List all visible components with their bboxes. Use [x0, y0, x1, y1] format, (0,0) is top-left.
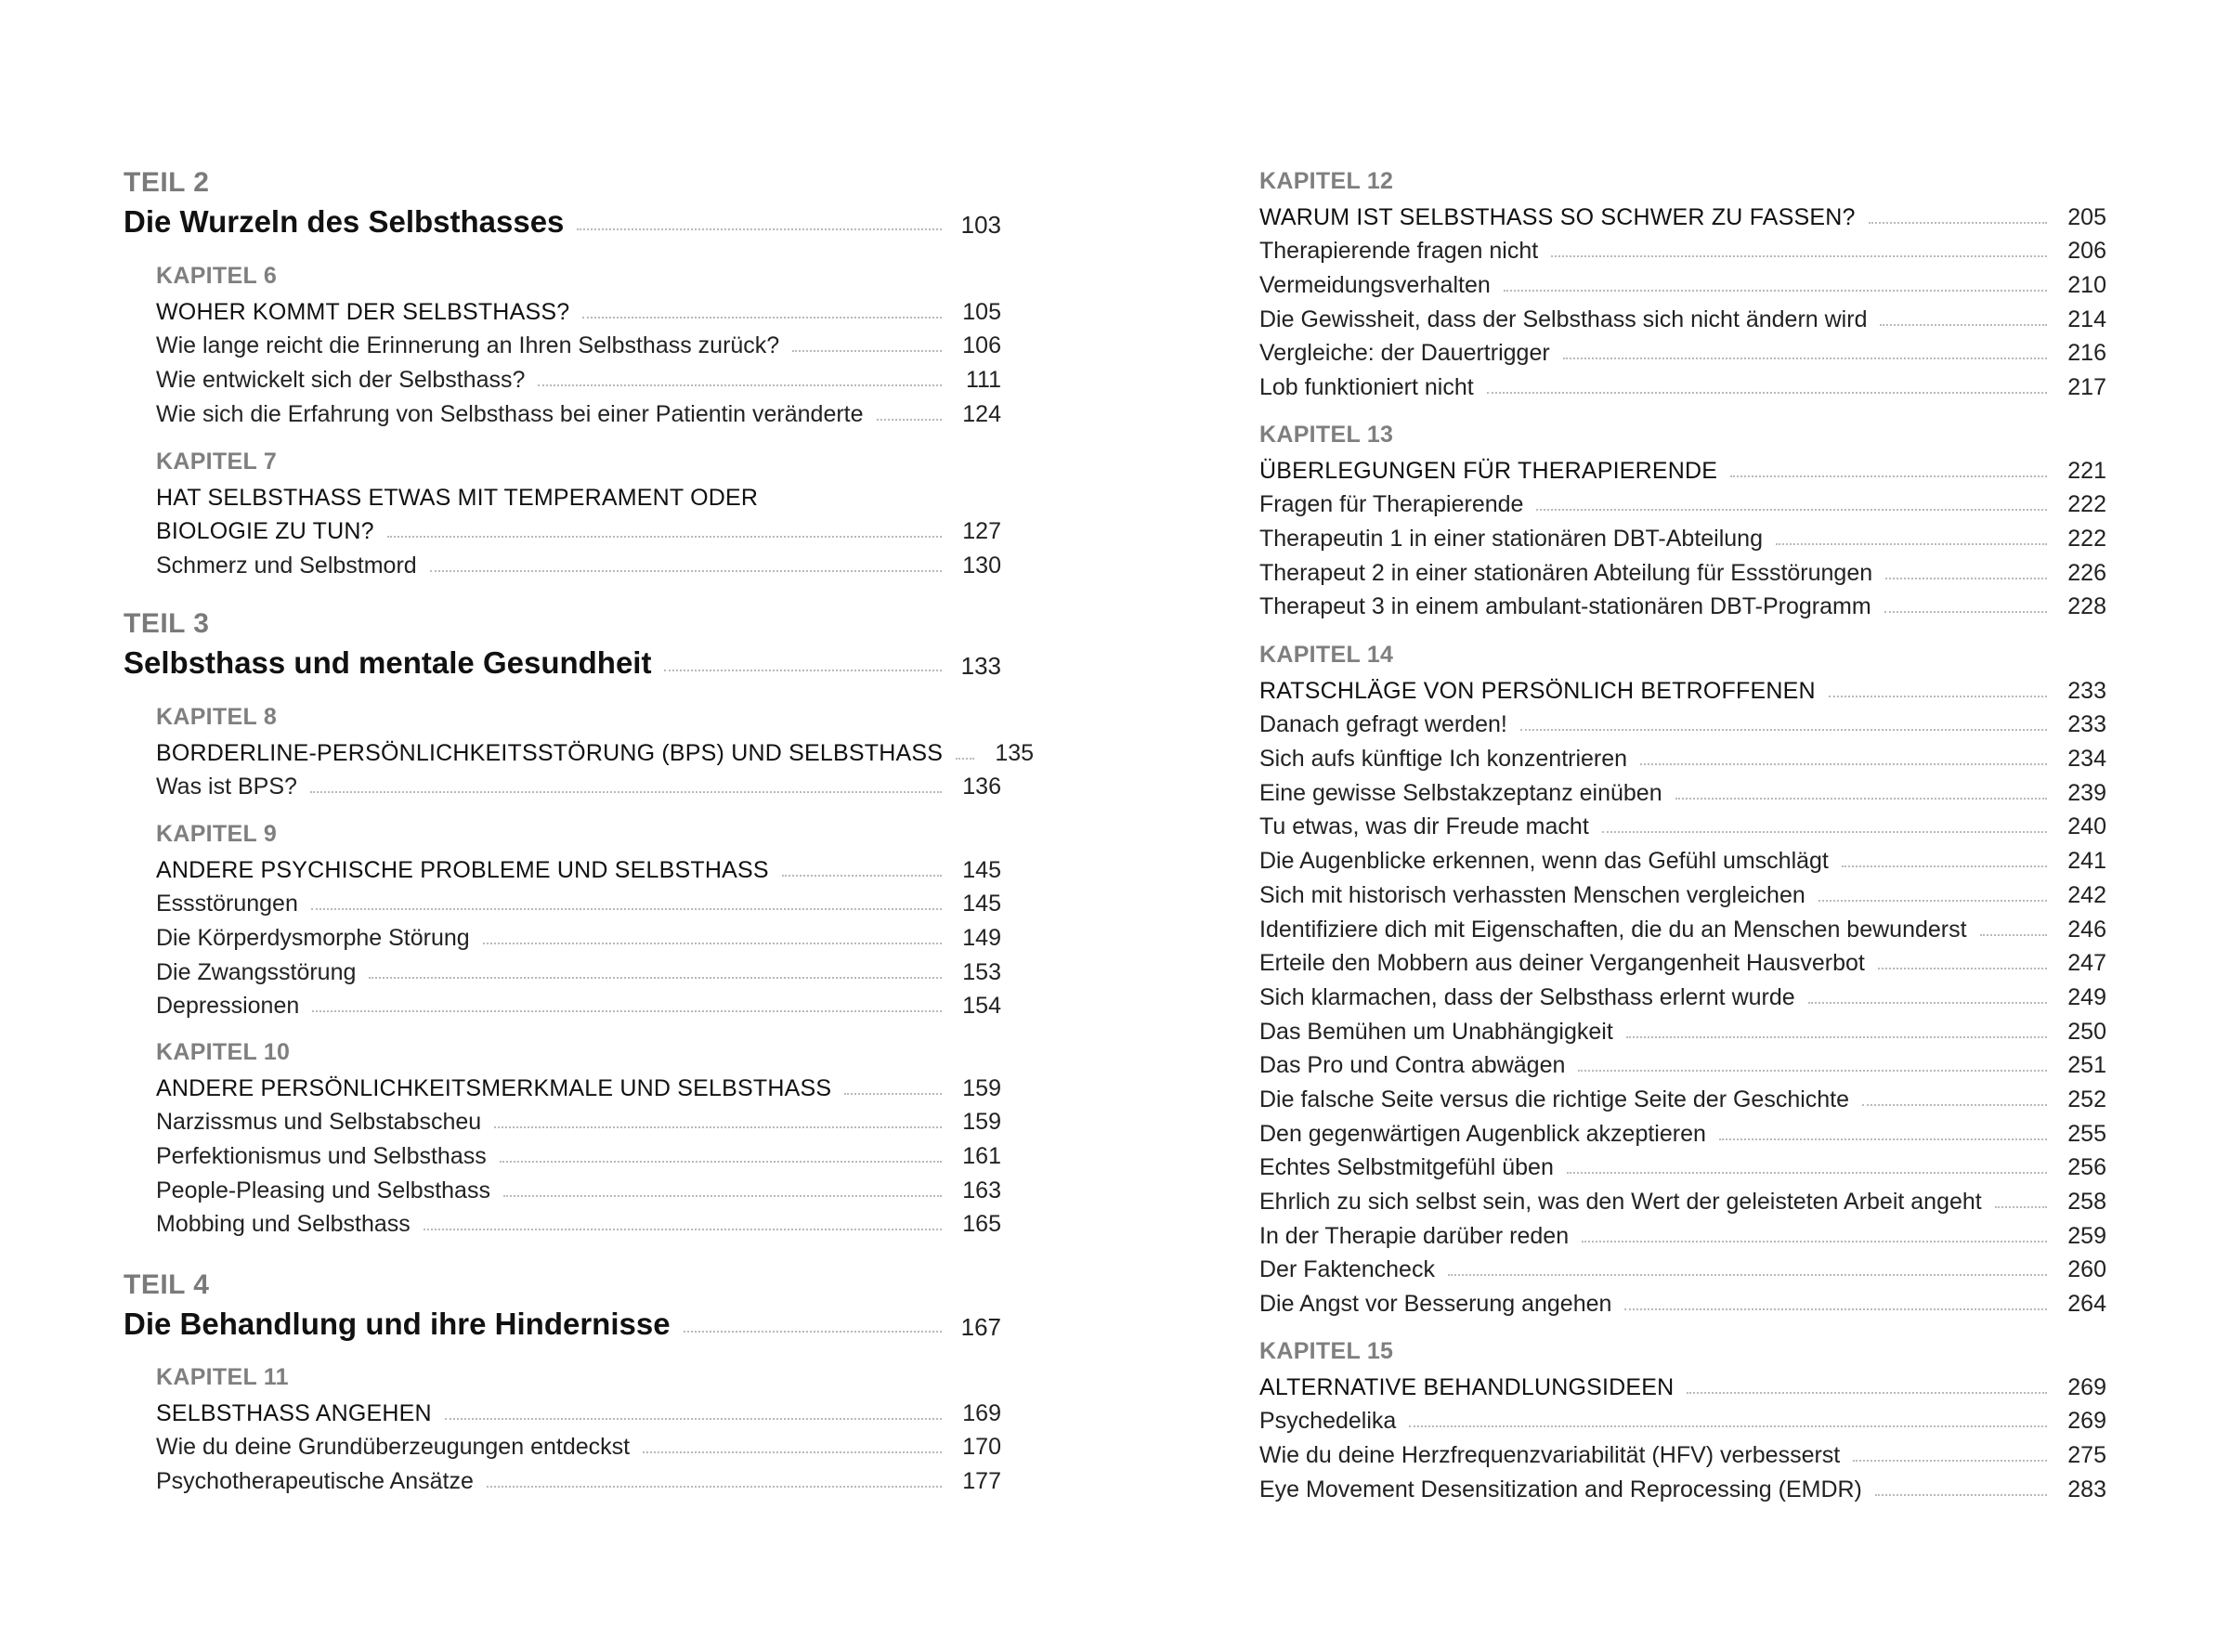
page-number: 251 — [2067, 1052, 2106, 1079]
page-number: 258 — [2067, 1189, 2106, 1215]
entry-title: Schmerz und Selbstmord — [156, 553, 417, 579]
leader-dots — [1880, 324, 2047, 326]
leader-dots — [643, 1451, 942, 1453]
leader-dots — [1818, 900, 2047, 902]
entry-title: Sich aufs künftige Ich konzentrieren — [1259, 746, 1628, 773]
entry-title: Der Faktencheck — [1259, 1256, 1435, 1283]
page-number: 256 — [2067, 1154, 2106, 1181]
leader-dots — [1624, 1308, 2047, 1310]
toc-entry[interactable] — [1259, 840, 2106, 875]
toc-entry[interactable] — [1259, 977, 2106, 1011]
chapter-label: KAPITEL 7 — [156, 449, 278, 475]
chapter-heading-row[interactable] — [156, 1068, 1001, 1102]
page-number: 103 — [960, 211, 1001, 239]
leader-dots — [500, 1161, 942, 1163]
chapter-title: ALTERNATIVE BEHANDLUNGSIDEEN — [1259, 1373, 1675, 1400]
page-number: 135 — [995, 739, 1035, 766]
part-label: TEIL 2 — [124, 167, 210, 198]
leader-dots — [1884, 611, 2047, 613]
page-number: 130 — [962, 553, 1001, 579]
leader-dots — [310, 791, 942, 793]
entry-title: Den gegenwärtigen Augenblick akzeptieren — [1259, 1120, 1706, 1147]
entry-title: Wie du deine Herzfrequenzvariabilität (HFV) verbesserst — [1259, 1442, 1841, 1469]
chapter-title: BORDERLINE-PERSÖNLICHKEITSSTÖRUNG (BPS) UND SELBSTHASS — [156, 739, 944, 766]
page-number: 111 — [965, 367, 1001, 394]
leader-dots — [1869, 222, 2047, 224]
chapter-title: WARUM IST SELBSTHASS SO SCHWER ZU FASSEN? — [1259, 203, 1856, 230]
entry-title: Wie entwickelt sich der Selbsthass? — [156, 367, 526, 394]
chapter-7 — [156, 448, 1001, 579]
page-number: 222 — [2067, 491, 2106, 518]
page-number: 205 — [2067, 203, 2106, 230]
page-number: 252 — [2067, 1086, 2106, 1112]
entry-title: Mobbing und Selbsthass — [156, 1211, 411, 1238]
entry-title: Das Pro und Contra abwägen — [1259, 1052, 1566, 1079]
entry-title: Erteile den Mobbern aus deiner Vergangenheit Hausverbot — [1259, 950, 1865, 977]
toc-entry[interactable] — [156, 1427, 1001, 1462]
entry-title: Die Zwangsstörung — [156, 958, 357, 985]
page-number: 165 — [962, 1211, 1001, 1238]
toc-entry[interactable] — [156, 767, 1001, 801]
page-number: 259 — [2067, 1222, 2106, 1249]
entry-title: Identifiziere dich mit Eigenschaften, die du an Menschen bewunderst — [1259, 916, 1967, 943]
leader-dots — [1602, 831, 2047, 833]
entry-title: Lob funktioniert nicht — [1259, 374, 1474, 401]
chapter-15 — [1259, 1337, 2106, 1503]
chapter-label: KAPITEL 10 — [156, 1039, 291, 1065]
page-number: 206 — [2067, 238, 2106, 265]
toc-entry[interactable] — [1259, 1216, 2106, 1250]
page-number: 222 — [2067, 526, 2106, 553]
chapter-label: KAPITEL 11 — [156, 1364, 289, 1390]
leader-dots — [1567, 1172, 2047, 1174]
leader-dots — [582, 317, 942, 319]
chapter-9 — [156, 820, 1001, 1020]
toc-entry[interactable] — [156, 1102, 1001, 1137]
toc-entry[interactable] — [156, 884, 1001, 918]
leader-dots — [1875, 1494, 2047, 1496]
part-title: Die Wurzeln des Selbsthasses — [124, 204, 565, 239]
page-number: 216 — [2067, 340, 2106, 367]
chapter-8 — [156, 703, 1035, 800]
leader-dots — [1563, 358, 2047, 359]
page-number: 226 — [2067, 559, 2106, 586]
leader-dots — [538, 384, 942, 386]
chapter-12 — [1259, 167, 2106, 401]
leader-dots — [1980, 934, 2047, 936]
entry-title: Vermeidungsverhalten — [1259, 272, 1491, 299]
leader-dots — [1776, 543, 2047, 545]
toc-entry[interactable] — [156, 1170, 1001, 1204]
toc-entry[interactable] — [1259, 1469, 2106, 1503]
entry-title: Vergleiche: der Dauertrigger — [1259, 340, 1550, 367]
toc-entry[interactable] — [1259, 909, 2106, 943]
toc-entry[interactable] — [156, 394, 1001, 428]
leader-dots — [369, 977, 942, 979]
leader-dots — [844, 1093, 942, 1095]
leader-dots — [577, 228, 942, 230]
entry-title: Das Bemühen um Unabhängigkeit — [1259, 1018, 1613, 1045]
leader-dots — [483, 943, 942, 944]
entry-title: Was ist BPS? — [156, 774, 297, 800]
page-number: 133 — [960, 652, 1001, 680]
entry-title: Die Gewissheit, dass der Selbsthass sich nicht ändern wird — [1259, 306, 1868, 332]
toc-entry[interactable] — [1259, 587, 2106, 621]
chapter-label: KAPITEL 14 — [1259, 642, 1394, 668]
chapter-14 — [1259, 641, 2106, 1318]
part-title-row[interactable] — [124, 640, 1001, 681]
entry-title: Eine gewisse Selbstakzeptanz einüben — [1259, 779, 1662, 806]
toc-entry[interactable] — [1259, 1011, 2106, 1046]
page-number: 136 — [962, 774, 1001, 800]
leader-dots — [445, 1418, 942, 1420]
entry-title: Die Augenblicke erkennen, wenn das Gefühl umschlägt — [1259, 848, 1829, 875]
page-number: 145 — [962, 891, 1001, 917]
part-3 — [124, 608, 1001, 681]
entry-title: Therapeut 3 in einem ambulant-stationären DBT-Programm — [1259, 593, 1871, 620]
page-number: 161 — [962, 1143, 1001, 1170]
chapter-label: KAPITEL 8 — [156, 704, 278, 730]
leader-dots — [430, 570, 942, 572]
leader-dots — [1808, 1002, 2047, 1004]
chapter-heading-row[interactable] — [1259, 450, 2106, 485]
toc-entry[interactable] — [1259, 1181, 2106, 1216]
page-number: 233 — [2067, 711, 2106, 738]
entry-title: Psychotherapeutische Ansätze — [156, 1468, 474, 1495]
leader-dots — [1862, 1104, 2047, 1106]
leader-dots — [503, 1195, 942, 1197]
toc-entry[interactable] — [1259, 333, 2106, 368]
chapter-label: KAPITEL 15 — [1259, 1338, 1394, 1364]
leader-dots — [487, 1486, 942, 1488]
leader-dots — [1640, 763, 2047, 765]
leader-dots — [664, 670, 942, 671]
chapter-title: ÜBERLEGUNGEN FÜR THERAPIERENDE — [1259, 457, 1718, 484]
chapter-6 — [156, 262, 1001, 428]
leader-dots — [1520, 729, 2047, 731]
entry-title: Therapierende fragen nicht — [1259, 238, 1539, 265]
entry-title: Ehrlich zu sich selbst sein, was den Wert der geleisteten Arbeit angeht — [1259, 1189, 1982, 1215]
entry-title: Perfektionismus und Selbsthass — [156, 1143, 487, 1170]
page-number: 149 — [962, 925, 1001, 952]
chapter-11 — [156, 1363, 1001, 1495]
chapter-title: ANDERE PERSÖNLICHKEITSMERKMALE UND SELBSTHASS — [156, 1074, 832, 1101]
page-number: 250 — [2067, 1018, 2106, 1045]
page-number: 283 — [2067, 1476, 2106, 1502]
part-2 — [124, 167, 1001, 240]
toc-entry[interactable] — [1259, 705, 2106, 739]
chapter-heading-row[interactable] — [156, 733, 1035, 767]
toc-entry[interactable] — [156, 917, 1001, 952]
entry-title: Fragen für Therapierende — [1259, 491, 1524, 518]
toc-entry[interactable] — [1259, 1148, 2106, 1182]
page-number: 153 — [962, 958, 1001, 985]
leader-dots — [1551, 255, 2047, 257]
entry-title: Eye Movement Desensitization and Reprocessing (EMDR) — [1259, 1476, 1862, 1502]
toc-entry[interactable] — [1259, 1401, 2106, 1436]
entry-title: Die falsche Seite versus die richtige Seite der Geschichte — [1259, 1086, 1850, 1112]
toc-entry[interactable] — [1259, 485, 2106, 519]
toc-entry[interactable] — [1259, 231, 2106, 266]
leader-dots — [1842, 865, 2047, 867]
toc-entry[interactable] — [1259, 807, 2106, 841]
part-4 — [124, 1269, 1001, 1342]
page-number: 217 — [2067, 374, 2106, 401]
entry-title: Echtes Selbstmitgefühl üben — [1259, 1154, 1554, 1181]
leader-dots — [1578, 1070, 2047, 1072]
entry-title: Depressionen — [156, 993, 300, 1020]
chapter-heading-row[interactable] — [156, 292, 1001, 326]
toc-entry[interactable] — [1259, 367, 2106, 401]
page-number: 264 — [2067, 1291, 2106, 1318]
page-number: 241 — [2067, 848, 2106, 875]
page-number: 167 — [960, 1313, 1001, 1341]
page-number: 105 — [962, 298, 1001, 325]
chapter-label: KAPITEL 9 — [156, 821, 278, 847]
page-number: 163 — [962, 1177, 1001, 1203]
page-number: 170 — [962, 1434, 1001, 1461]
leader-dots — [1626, 1036, 2047, 1038]
page-number: 159 — [962, 1074, 1001, 1101]
page-number: 239 — [2067, 779, 2106, 806]
entry-title: People-Pleasing und Selbsthass — [156, 1177, 490, 1203]
leader-dots — [1582, 1241, 2047, 1242]
toc-entry[interactable] — [1259, 773, 2106, 807]
page-number: 145 — [962, 856, 1001, 883]
entry-title: Wie du deine Grundüberzeugungen entdeckst — [156, 1434, 631, 1461]
part-label: TEIL 3 — [124, 608, 210, 639]
page-number: 159 — [962, 1109, 1001, 1136]
entry-title: Essstörungen — [156, 891, 298, 917]
chapter-title: SELBSTHASS ANGEHEN — [156, 1399, 432, 1426]
entry-title: Sich klarmachen, dass der Selbsthass erlernt wurde — [1259, 983, 1795, 1010]
leader-dots — [1878, 968, 2047, 969]
leader-dots — [1504, 290, 2047, 292]
page-number: 260 — [2067, 1256, 2106, 1283]
leader-dots — [877, 419, 942, 421]
chapter-heading-row[interactable] — [156, 1393, 1001, 1427]
chapter-title: WOHER KOMMT DER SELBSTHASS? — [156, 298, 570, 325]
toc-entry[interactable] — [156, 1461, 1001, 1495]
entry-title: Wie lange reicht die Erinnerung an Ihren Selbsthass zurück? — [156, 332, 780, 359]
part-title-row[interactable] — [124, 1301, 1001, 1342]
toc-entry[interactable] — [1259, 1046, 2106, 1080]
entry-title: Die Angst vor Besserung angehen — [1259, 1291, 1612, 1318]
page-number: 249 — [2067, 983, 2106, 1010]
page-number: 228 — [2067, 593, 2106, 620]
chapter-heading-row[interactable] — [1259, 1367, 2106, 1401]
leader-dots — [311, 908, 942, 910]
toc-entry[interactable] — [156, 986, 1001, 1021]
chapter-heading-row[interactable] — [156, 512, 1001, 546]
entry-title: Therapeut 2 in einer stationären Abteilung für Essstörungen — [1259, 559, 1873, 586]
page-number: 124 — [962, 400, 1001, 427]
chapter-10 — [156, 1038, 1001, 1238]
toc-entry[interactable] — [1259, 738, 2106, 773]
page-number: 269 — [2067, 1408, 2106, 1435]
leader-dots — [1730, 475, 2047, 477]
leader-dots — [792, 350, 942, 352]
toc-entry[interactable] — [156, 1136, 1001, 1170]
page-number: 177 — [962, 1468, 1001, 1495]
entry-title: Sich mit historisch verhassten Menschen vergleichen — [1259, 881, 1805, 908]
page-number: 214 — [2067, 306, 2106, 332]
toc-entry[interactable] — [156, 545, 1001, 579]
page-number: 234 — [2067, 746, 2106, 773]
chapter-label: KAPITEL 13 — [1259, 422, 1394, 448]
entry-title: In der Therapie darüber reden — [1259, 1222, 1570, 1249]
toc-entry[interactable] — [1259, 1250, 2106, 1284]
leader-dots — [1885, 578, 2047, 579]
leader-dots — [1675, 798, 2047, 800]
toc-entry[interactable] — [1259, 1435, 2106, 1469]
page-number: 246 — [2067, 916, 2106, 943]
page-number: 275 — [2067, 1442, 2106, 1469]
leader-dots — [1409, 1425, 2047, 1427]
leader-dots — [1536, 509, 2047, 511]
leader-dots — [1829, 696, 2047, 697]
toc-entry[interactable] — [156, 952, 1001, 986]
chapter-heading-row[interactable] — [1259, 197, 2106, 231]
chapter-13 — [1259, 421, 2106, 620]
toc-entry[interactable] — [1259, 518, 2106, 553]
leader-dots — [312, 1010, 942, 1012]
part-title: Selbsthass und mentale Gesundheit — [124, 645, 652, 680]
page-number: 127 — [962, 518, 1001, 545]
leader-dots — [1487, 392, 2047, 394]
toc-entry[interactable] — [156, 326, 1001, 360]
chapter-title: ANDERE PSYCHISCHE PROBLEME UND SELBSTHASS — [156, 856, 769, 883]
chapter-label: KAPITEL 6 — [156, 263, 278, 289]
page-number: 154 — [962, 993, 1001, 1020]
leader-dots — [684, 1331, 942, 1333]
toc-entry[interactable] — [156, 1204, 1001, 1239]
toc-entry[interactable] — [1259, 299, 2106, 333]
leader-dots — [424, 1229, 942, 1230]
page-number: 242 — [2067, 881, 2106, 908]
part-title-row[interactable] — [124, 199, 1001, 240]
page-number: 255 — [2067, 1120, 2106, 1147]
page-number: 269 — [2067, 1373, 2106, 1400]
entry-title: Narzissmus und Selbstabscheu — [156, 1109, 482, 1136]
leader-dots — [1719, 1138, 2047, 1140]
chapter-heading-row[interactable] — [156, 850, 1001, 884]
leader-dots — [1853, 1460, 2047, 1462]
chapter-title-line-1[interactable]: HAT SELBSTHASS ETWAS MIT TEMPERAMENT ODER — [156, 484, 759, 511]
leader-dots — [956, 758, 974, 760]
toc-entry[interactable] — [1259, 553, 2106, 587]
entry-title: Die Körperdysmorphe Störung — [156, 925, 470, 952]
leader-dots — [1995, 1206, 2047, 1208]
part-label: TEIL 4 — [124, 1269, 210, 1300]
toc-entry[interactable] — [1259, 1283, 2106, 1318]
page-number: 169 — [962, 1399, 1001, 1426]
page-number: 240 — [2067, 813, 2106, 840]
page-number: 247 — [2067, 950, 2106, 977]
toc-entry[interactable] — [1259, 875, 2106, 909]
leader-dots — [782, 875, 942, 877]
page-number: 106 — [962, 332, 1001, 359]
entry-title: Danach gefragt werden! — [1259, 711, 1507, 738]
page-number: 210 — [2067, 272, 2106, 299]
chapter-title-line-2: BIOLOGIE ZU TUN? — [156, 518, 374, 545]
toc-entry[interactable] — [1259, 1079, 2106, 1113]
leader-dots — [387, 536, 942, 538]
entry-title: Therapeutin 1 in einer stationären DBT-Abteilung — [1259, 526, 1763, 553]
toc-entry[interactable] — [156, 359, 1001, 394]
chapter-label: KAPITEL 12 — [1259, 168, 1394, 194]
chapter-heading-row[interactable] — [1259, 670, 2106, 705]
leader-dots — [494, 1126, 942, 1128]
entry-title: Wie sich die Erfahrung von Selbsthass bei einer Patientin veränderte — [156, 400, 864, 427]
part-title: Die Behandlung und ihre Hindernisse — [124, 1307, 671, 1341]
chapter-title: RATSCHLÄGE VON PERSÖNLICH BETROFFENEN — [1259, 677, 1816, 704]
entry-title: Psychedelika — [1259, 1408, 1397, 1435]
toc-entry[interactable] — [1259, 943, 2106, 978]
page-number: 233 — [2067, 677, 2106, 704]
leader-dots — [1448, 1274, 2047, 1276]
entry-title: Tu etwas, was dir Freude macht — [1259, 813, 1589, 840]
toc-entry[interactable] — [1259, 265, 2106, 299]
page-number: 221 — [2067, 457, 2106, 484]
leader-dots — [1687, 1392, 2047, 1394]
toc-entry[interactable] — [1259, 1113, 2106, 1148]
